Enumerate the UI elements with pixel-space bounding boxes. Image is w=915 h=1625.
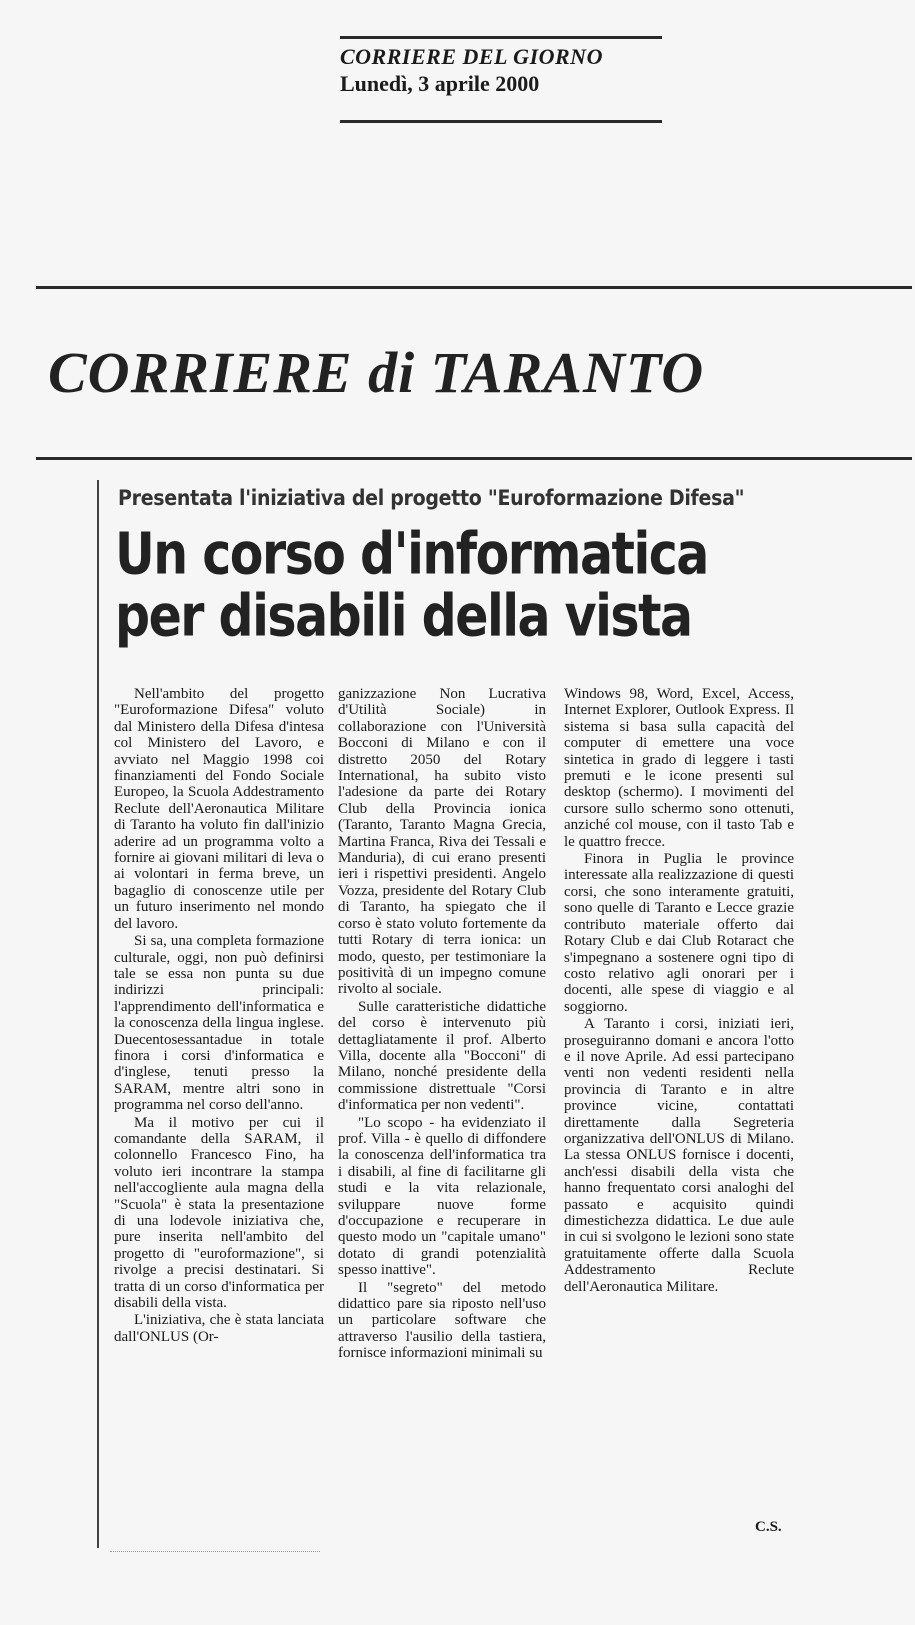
masthead bbox=[340, 36, 670, 98]
article-headline bbox=[115, 518, 815, 650]
article-column-2 bbox=[338, 686, 546, 1362]
paragraph: Sulle caratteristiche didattiche del corso è intervenuto più dettagliatamente il prof. Alberto Villa, docente alla "Bocconi" di Milano, nonché presidente della commissione distrettuale "Corsi d'informatica per non vedenti". bbox=[338, 998, 546, 1114]
article-column-3 bbox=[564, 686, 794, 1295]
paragraph: ganizzazione Non Lucrativa d'Utilità Sociale) in collaborazione con l'Università Bocconi di Milano e con il distretto 2050 del Rotary International, ha subito visto l'adesione da parte dei Rotary Club della Provincia ionica (Taranto, Taranto Magna Grecia, Martina Franca, Riva dei Tessali e Manduria), di cui erano presenti ieri i rispettivi presidenti. Angelo Vozza, presidente del Rotary Club di Taranto, ha spiegato che il corso è stato voluto fortemente da tutti Rotary di terra ionica: un modo, questo, per testimoniare la positività di un impegno comune rivolto al sociale. bbox=[338, 686, 546, 998]
paragraph: L'iniziativa, che è stata lanciata dall'ONLUS (Or- bbox=[114, 1312, 324, 1345]
section-title: CORRIERE di TARANTO bbox=[48, 340, 705, 405]
paragraph: Si sa, una completa formazione culturale, oggi, non può definirsi tale se essa non punta su due indirizzi principali: l'apprendimento dell'informatica e la conoscenza della lingua inglese. Duecentosessantadue in totale finora i corsi d'informatica e d'inglese, tenuti presso la SARAM, mentre altri sono in programma nel corso dell'anno. bbox=[114, 933, 324, 1114]
headline-line-1: Un corso d'informatica bbox=[115, 520, 708, 588]
paragraph: Finora in Puglia le province interessate alla realizzazione di questi corsi, che sono interamente gratuiti, sono quelle di Taranto e Lecce grazie contributo materiale offerto dai Rotary Club e dai Club Rotaract che s'impegnano a sostenere ogni tipo di costo relativo agli onorari per i docenti, alle spese di viaggio e al soggiorno. bbox=[564, 851, 794, 1015]
paragraph: "Lo scopo - ha evidenziato il prof. Villa - è quello di diffondere la conoscenza dell'informatica tra i disabili, al fine di facilitarne gli studi e la vita relazionale, sviluppare nuove forme d'occupazione e recuperare in questo modo un "capitale umano" dotato di grandi potenzialità spesso inattive". bbox=[338, 1114, 546, 1279]
bottom-divider bbox=[110, 1551, 320, 1553]
paragraph: Il "segreto" del metodo didattico pare sia riposto nell'uso un particolare software che attraverso l'ausilio della tastiera, fornisce informazioni minimali su bbox=[338, 1279, 546, 1362]
newspaper-name: CORRIERE DEL GIORNO bbox=[340, 44, 603, 69]
paragraph: Ma il motivo per cui il comandante della SARAM, il colonnello Francesco Fino, ha voluto ieri incontrare la stampa nell'accogliente aula magna della "Scuola" è stata la presentazione di una lodevole iniziativa che, pure inserita nell'ambito del progetto di "euroformazione", si rivolge a precisi destinatari. Si tratta di un corso d'informatica per disabili della vista. bbox=[114, 1114, 324, 1312]
paragraph: Windows 98, Word, Excel, Access, Internet Explorer, Outlook Express. Il sistema si basa sulla capacità del computer di emettere una voce sintetica in grado di leggere i tasti premuti e le icone presenti sul desktop (schermo). I movimenti del cursore sullo schermo sono ottenuti, anziché col mouse, con il tasto Tab e le quattro frecce. bbox=[564, 686, 794, 850]
author-signature: C.S. bbox=[755, 1519, 782, 1535]
paragraph: A Taranto i corsi, iniziati ieri, proseguiranno domani e ancora l'otto e il nove Aprile. Ad essi partecipano venti non vedenti residenti nella provincia di Taranto e in altre province vicine, contattati direttamente dalla Segreteria organizzativa dell'ONLUS di Milano. La stessa ONLUS fornisce i docenti, anch'essi disabili della vista che hanno frequentato corsi analoghi del passato e acquisito quindi dimestichezza didattica. Le due aule in cui si svolgono le lezioni sono state gratuitamente offerte dalla Scuola Addestramento Reclute dell'Aeronautica Militare. bbox=[564, 1016, 794, 1295]
article-column-1 bbox=[114, 686, 324, 1345]
article-border bbox=[97, 480, 99, 1548]
section-top-rule bbox=[36, 286, 912, 289]
headline-line-2: per disabili della vista bbox=[115, 582, 692, 650]
section-bottom-rule bbox=[36, 457, 912, 460]
article-kicker: Presentata l'iniziativa del progetto "Euroformazione Difesa" bbox=[118, 486, 745, 511]
publication-date: Lunedì, 3 aprile 2000 bbox=[340, 71, 540, 96]
masthead-bottom-rule bbox=[340, 120, 662, 123]
paragraph: Nell'ambito del progetto "Euroformazione Difesa" voluto dal Ministero della Difesa d'intesa col Ministero del Lavoro, e avviato nel Maggio 1998 coi finanziamenti del Fondo Sociale Europeo, la Scuola Addestramento Reclute dell'Aeronautica Militare di Taranto ha voluto fin dall'inizio aderire ad un programma volto a fornire ai giovani militari di leva o ai volontari in ferma breve, un bagaglio di conoscenze utile per un futuro inserimento nel mondo del lavoro. bbox=[114, 686, 324, 932]
